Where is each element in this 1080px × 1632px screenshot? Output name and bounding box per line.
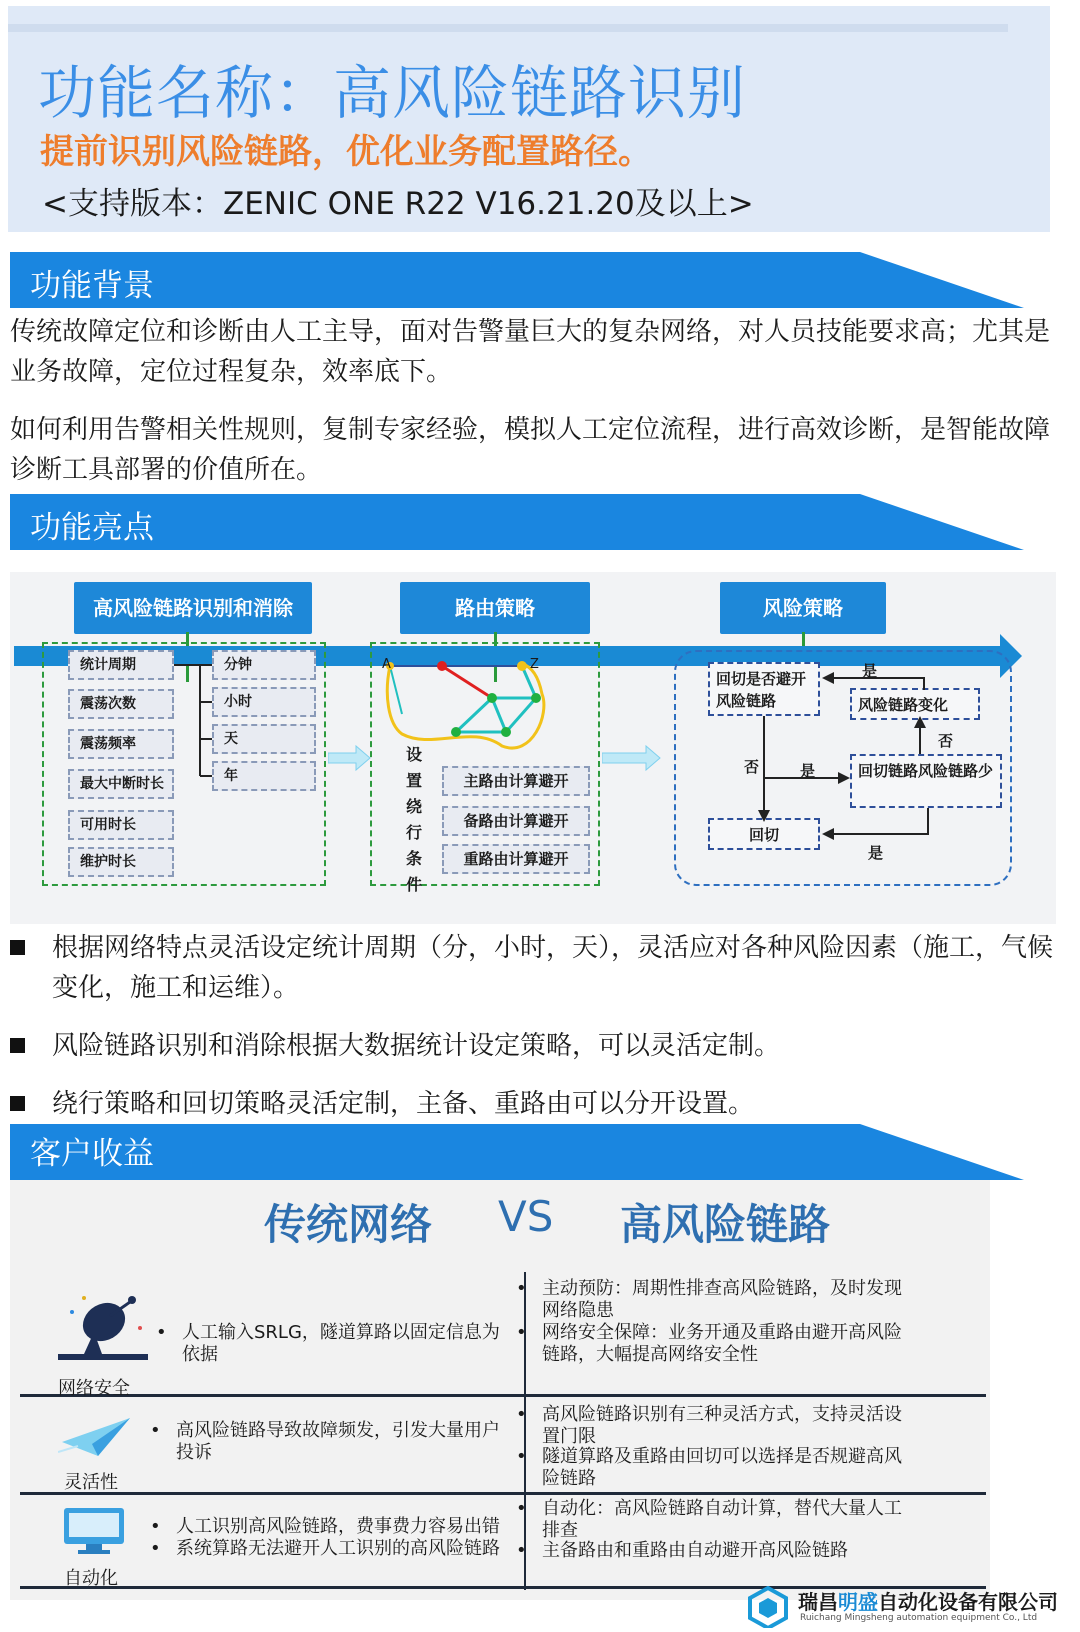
bullet-dot: • [516, 1404, 527, 1425]
bullet-text: 风险链路识别和消除根据大数据统计设定策略，可以灵活定制。 [52, 1031, 781, 1061]
paper-plane-icon [58, 1412, 138, 1462]
bullet-square-icon [10, 1038, 25, 1053]
stat-max-outage: 最大中断时长 [68, 769, 174, 799]
row-divider [20, 1492, 986, 1495]
period-day: 天 [212, 724, 316, 754]
company-name: 瑞昌明盛自动化设备有限公司 [798, 1590, 1058, 1614]
row-label-security: 网络安全 [58, 1378, 130, 1399]
section-banner-background [10, 252, 1066, 310]
flow-arrow-icon [328, 744, 372, 772]
compare-right-text: 高风险链路识别有三种灵活方式，支持灵活设置门限 [542, 1404, 902, 1447]
bullet-text: 绕行策略和回切策略灵活定制，主备、重路由可以分开设置。 [52, 1089, 755, 1119]
row-label-flexibility: 灵活性 [64, 1472, 118, 1493]
row-label-automation: 自动化 [64, 1568, 118, 1589]
route-option-reroute: 重路由计算避开 [442, 844, 590, 874]
section-heading: 功能背景 [30, 268, 154, 304]
compare-vs: VS [498, 1192, 554, 1241]
diagram-tab-routing: 路由策略 [400, 582, 590, 634]
compare-left-title: 传统网络 [264, 1200, 433, 1249]
stat-oscillation-count: 震荡次数 [68, 689, 174, 719]
compare-left-text: 高风险链路导致故障频发，引发大量用户投诉 [176, 1420, 500, 1463]
flow-no-label: 否 [744, 758, 760, 776]
compare-left-text: 系统算路无法避开人工识别的高风险链路 [176, 1538, 500, 1559]
compare-right-title: 高风险链路 [620, 1200, 831, 1249]
bullet-dot: • [150, 1516, 161, 1537]
bullet-square-icon [10, 940, 25, 955]
bullet-dot: • [516, 1540, 527, 1561]
period-hour: 小时 [212, 687, 316, 717]
stat-maintenance-time: 维护时长 [68, 847, 174, 877]
banner-shape [10, 1124, 1066, 1180]
flow-node-revert-avoid: 回切是否避开风险链路 [708, 662, 820, 716]
flow-connectors [674, 650, 1012, 886]
flow-yes-label: 是 [800, 762, 816, 780]
bullet-dot: • [516, 1446, 527, 1467]
comparison-table [10, 1180, 990, 1600]
monitor-icon [60, 1506, 130, 1556]
section-banner-highlights [10, 494, 1066, 552]
hexagon-logo-icon [746, 1586, 790, 1628]
detour-condition-label: 设置绕行条件 [405, 745, 422, 894]
section-heading: 客户收益 [30, 1136, 154, 1172]
bullet-dot: • [516, 1322, 527, 1343]
banner-shape [10, 252, 1066, 310]
page-subtitle: 提前识别风险链路，优化业务配置路径。 [40, 132, 652, 172]
bullet-dot: • [156, 1322, 167, 1343]
section-banner-benefits [10, 1124, 1066, 1180]
node-z-label: Z [530, 657, 539, 672]
compare-left-text: 人工输入SRLG，隧道算路以固定信息为依据 [182, 1322, 500, 1365]
background-paragraph-2: 如何利用告警相关性规则，复制专家经验，模拟人工定位流程，进行高效诊断，是智能故障诊断工具部署的价值所在。 [10, 415, 1051, 485]
flow-node-revert: 回切 [708, 818, 820, 850]
company-logo [746, 1584, 1076, 1630]
flow-yes-label: 是 [862, 662, 878, 680]
flow-node-risk-change: 风险链路变化 [850, 688, 980, 720]
background-paragraph-1: 传统故障定位和诊断由人工主导，面对告警量巨大的复杂网络，对人员技能要求高；尤其是业务故障，定位过程复杂，效率底下。 [10, 317, 1051, 387]
compare-right-text: 主动预防：周期性排查高风险链路，及时发现网络隐患 [542, 1278, 902, 1321]
bullet-dot: • [150, 1420, 161, 1441]
header-decor-line [8, 24, 1008, 32]
diagram-tab-risk: 风险策略 [720, 582, 886, 634]
stat-oscillation-rate: 震荡频率 [68, 729, 174, 759]
page-title: 功能名称：高风险链路识别 [38, 59, 747, 127]
satellite-dish-icon [54, 1292, 154, 1372]
bullet-dot: • [150, 1538, 161, 1559]
flow-yes-label: 是 [868, 844, 884, 862]
flow-no-label: 否 [938, 732, 954, 750]
row-divider [20, 1394, 986, 1397]
period-year: 年 [212, 761, 316, 791]
bullet-dot: • [516, 1498, 527, 1519]
section-heading: 功能亮点 [30, 510, 154, 546]
flow-arrow-icon [602, 744, 662, 772]
compare-right-text: 隧道算路及重路由回切可以选择是否规避高风险链路 [542, 1446, 902, 1489]
bullet-square-icon [10, 1096, 25, 1111]
header-panel [8, 6, 1050, 232]
banner-shape [10, 494, 1066, 552]
bullet-dot: • [516, 1278, 527, 1299]
version-note: <支持版本：ZENIC ONE R22 V16.21.20及以上> [42, 186, 754, 222]
flow-node-fewer-risk: 回切链路风险链路少 [850, 754, 1002, 808]
compare-left-text: 人工识别高风险链路，费事费力容易出错 [176, 1516, 500, 1537]
compare-right-text: 网络安全保障：业务开通及重路由避开高风险链路，大幅提高网络安全性 [542, 1322, 902, 1365]
route-option-backup: 备路由计算避开 [442, 806, 590, 836]
period-minute: 分钟 [212, 650, 316, 680]
company-english-name: Ruichang Mingsheng automation equipment Co., Ltd [800, 1613, 1038, 1623]
compare-right-text: 自动化：高风险链路自动计算，替代大量人工排查 [542, 1498, 902, 1541]
route-option-primary: 主路由计算避开 [442, 766, 590, 796]
bullet-text: 根据网络特点灵活设定统计周期（分，小时，天），灵活应对各种风险因素（施工，气候变化，施工和运维）。 [52, 933, 1054, 1003]
node-a-label: A [382, 657, 391, 672]
stat-available-time: 可用时长 [68, 810, 174, 840]
diagram-tab-identify: 高风险链路识别和消除 [74, 582, 312, 634]
feature-diagram [10, 572, 1056, 924]
compare-right-text: 主备路由和重路由自动避开高风险链路 [542, 1540, 848, 1561]
stat-cycle: 统计周期 [68, 650, 174, 680]
